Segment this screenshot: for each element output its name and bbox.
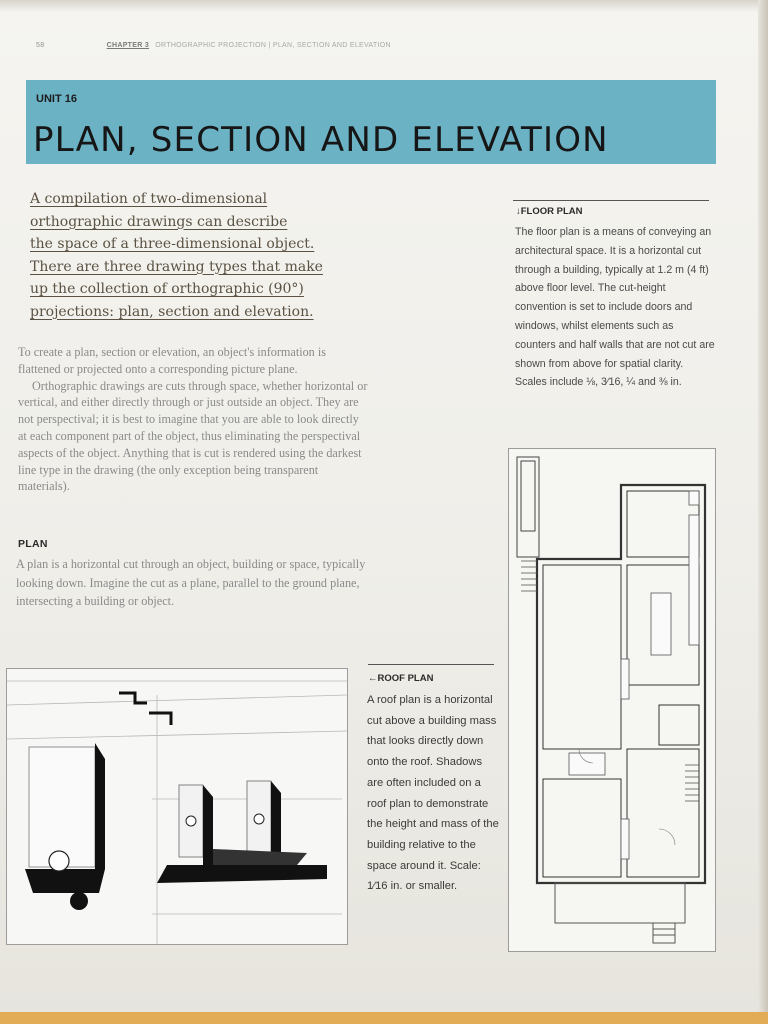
unit-label: UNIT 16	[36, 93, 77, 105]
plan-heading: PLAN	[18, 538, 48, 550]
floor-plan-illustration	[509, 449, 715, 951]
intro-line: There are three drawing types that make	[30, 258, 323, 275]
body-paragraph: Orthographic drawings are cuts through space, whether horizontal or vertical, and either directly through or just outside an object. They are not perspectival; it is best to imagine that you are able to look directly at each component part of the object, thus eliminating the perspectival aspects of the object. Anything that is cut is rendered using the darkest line type in the drawing (the only exception being transparent materials).	[18, 378, 368, 494]
floor-plan-heading	[516, 206, 583, 217]
intro-line: the space of a three-dimensional object.	[30, 236, 315, 252]
roof-plan-heading-label: ROOF PLAN	[377, 673, 434, 684]
intro-line: up the collection of orthographic (90°)	[30, 281, 304, 297]
floor-plan-drawing	[508, 448, 716, 952]
roof-plan-drawing	[6, 668, 348, 945]
chapter-subtitle: ORTHOGRAPHIC PROJECTION | PLAN, SECTION AND ELEVATION	[155, 42, 391, 49]
chapter-label: CHAPTER 3	[106, 42, 150, 49]
page-top-shadow	[0, 0, 768, 12]
page-title: PLAN, SECTION AND ELEVATION	[33, 120, 609, 160]
intro-line: orthographic drawings can describe	[30, 213, 288, 230]
roof-plan-illustration	[7, 669, 347, 944]
down-arrow-icon: ↓	[516, 206, 521, 217]
page-edge	[758, 0, 768, 1024]
roof-plan-text: A roof plan is a horizontal cut above a building mass that looks directly down onto the roof. Shadows are often included on a roof plan to demonstrate the height and mass of the building relative to the space around it. Scale: 1⁄16 in. or smaller.	[367, 694, 499, 893]
page-number: 58	[36, 42, 45, 49]
book-edge-strip	[0, 1012, 768, 1024]
intro-line: projections: plan, section and elevation.	[30, 303, 314, 320]
intro-paragraph	[30, 188, 340, 323]
left-arrow-icon: ←	[368, 673, 378, 684]
intro-line: A compilation of two-dimensional	[30, 191, 268, 207]
plan-text: A plan is a horizontal cut through an object, building or space, typically looking down. Imagine the cut as a plane, parallel to the ground plane, intersecting a building or object.	[16, 557, 366, 608]
body-paragraph: To create a plan, section or elevation, an object's information is flattened or projected onto a corresponding picture plane.	[18, 345, 326, 376]
running-header	[36, 42, 391, 49]
floor-plan-text: The floor plan is a means of conveying an architectural space. It is a horizontal cut through a building, typically at 1.2 m (4 ft) above floor level. The cut-height convention is set to include doors and windows, whilst elements such as counters and half walls that are not cut are shown from above for spatial clarity. Scales include ⅛, 3⁄16, ¼ and ⅜ in.	[515, 226, 715, 389]
roof-plan-rule	[368, 664, 494, 665]
floor-plan-rule	[513, 200, 709, 201]
body-text	[18, 344, 368, 495]
floor-plan-heading-label: FLOOR PLAN	[520, 206, 583, 217]
roof-plan-heading	[368, 673, 433, 684]
